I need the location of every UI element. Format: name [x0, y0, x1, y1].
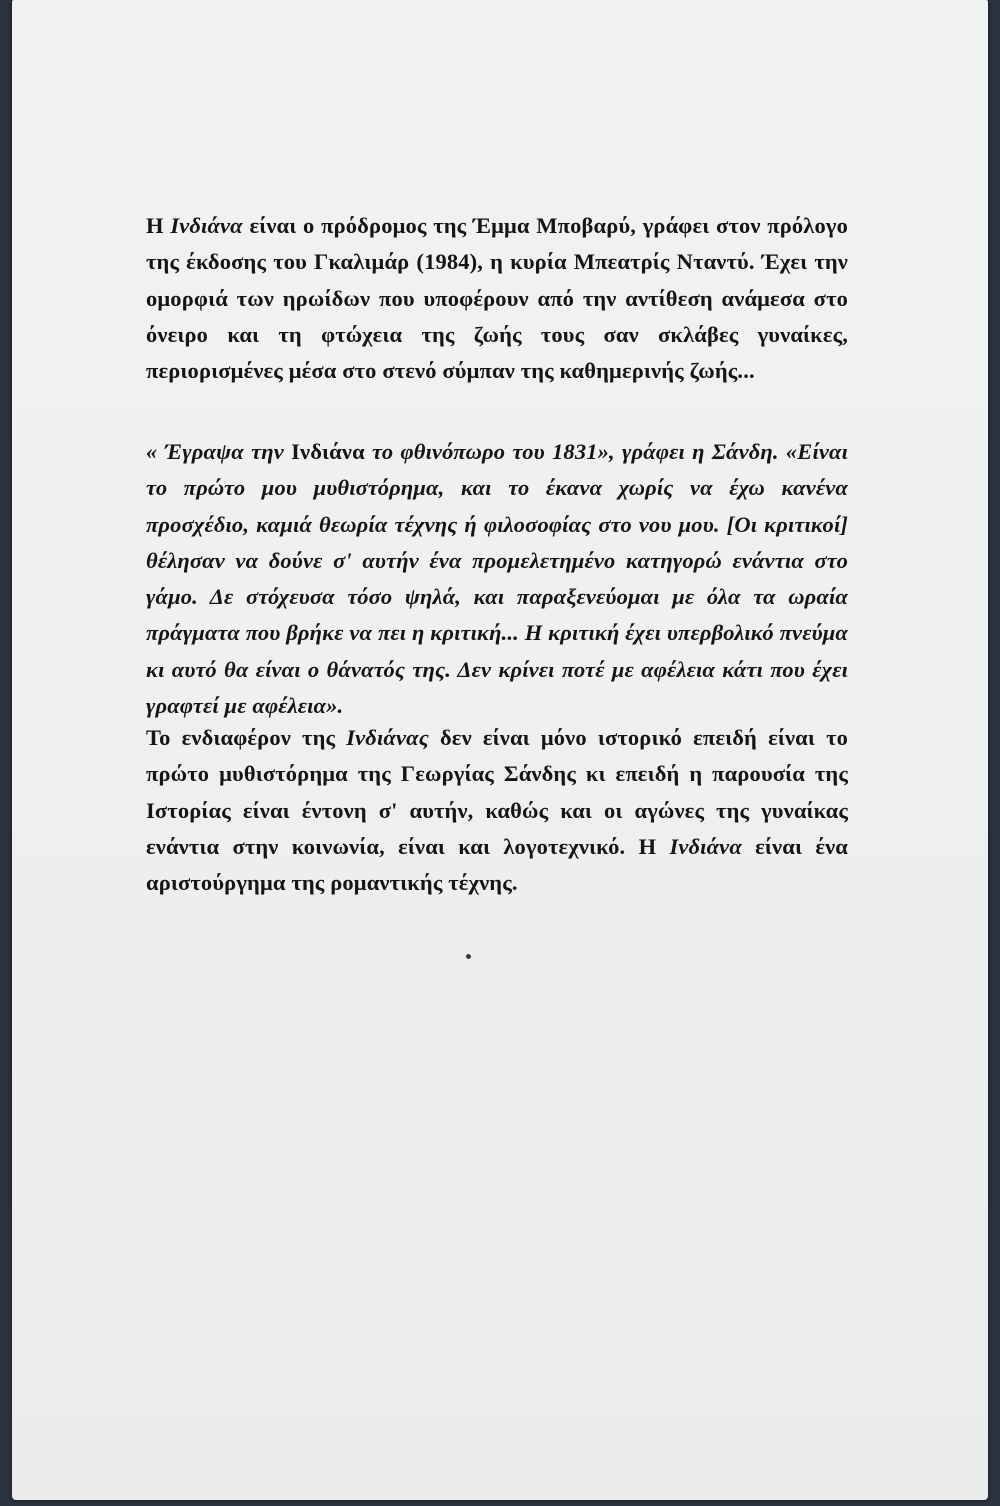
book-title-genitive: Ινδιάνας	[346, 725, 429, 750]
book-title-italic: Ινδιάνα	[170, 213, 243, 238]
quote-book-title: Ινδιάνα	[291, 439, 365, 464]
quote-body: το φθινόπωρο του 1831», γράφει η Σάνδη. «Είναι το πρώτο μου μυθιστόρημα, και το έκανα χωρίς να έχω κανένα προσχέδιο, καμιά θεωρία τέχνης ή φιλοσοφίας στο νου μου. [Οι κριτικοί] θέλησαν να δούνε σ' αυτήν ένα προμελετημένο κατηγορώ ενάντια στο γάμο. Δε στόχευσα τόσο ψηλά, και παραξενεύομαι με όλα τα ωραία πράγματα που βρήκε να πει η κριτική... Η κριτική έχει υπερβολικό πνεύμα κι αυτό θα είναι ο θάνατός της. Δεν κρίνει ποτέ με αφέλεια κάτι που έχει γραφτεί με αφέλεια».	[146, 439, 848, 719]
paragraph-intro	[146, 208, 848, 389]
conclusion-end: είναι ένα αριστούργημα της ρομαντικής τέχνης.	[146, 833, 848, 896]
conclusion-body: δεν είναι μόνο ιστορικό επειδή είναι το πρώτο μυθιστόρημα της Γεωργίας Σάνδης κι επειδή η παρουσία της Ιστορίας είναι έντονη σ' αυτήν, καθώς και οι αγώνες της γυναίκας ενάντια στην κοινωνία, είναι και λογοτεχνικό. Η	[146, 725, 848, 859]
quote-open: « Έγραψα την	[146, 439, 292, 464]
paragraph-conclusion	[146, 720, 848, 901]
conclusion-lead: Το ενδιαφέρον της	[146, 725, 347, 750]
paragraph-quote	[146, 434, 848, 724]
paragraph-intro-lead: Η	[146, 213, 171, 238]
book-title-italic-2: Ινδιάνα	[669, 833, 742, 859]
speck-mark	[466, 954, 471, 959]
paragraph-intro-body: είναι ο πρόδρομος της Έμμα Μποβαρύ, γράφει στον πρόλογο της έκδοσης του Γκαλιμάρ (1984), η κυρία Μπεατρίς Νταντύ. Έχει την ομορφιά των ηρωίδων που υποφέρουν από την αντίθεση ανάμεσα στο όνειρο και τη φτώχεια της ζωής τους σαν σκλάβες γυναίκες, περιορισμένες μέσα στο στενό σύμπαν της καθημερινής ζωής...	[146, 213, 848, 384]
